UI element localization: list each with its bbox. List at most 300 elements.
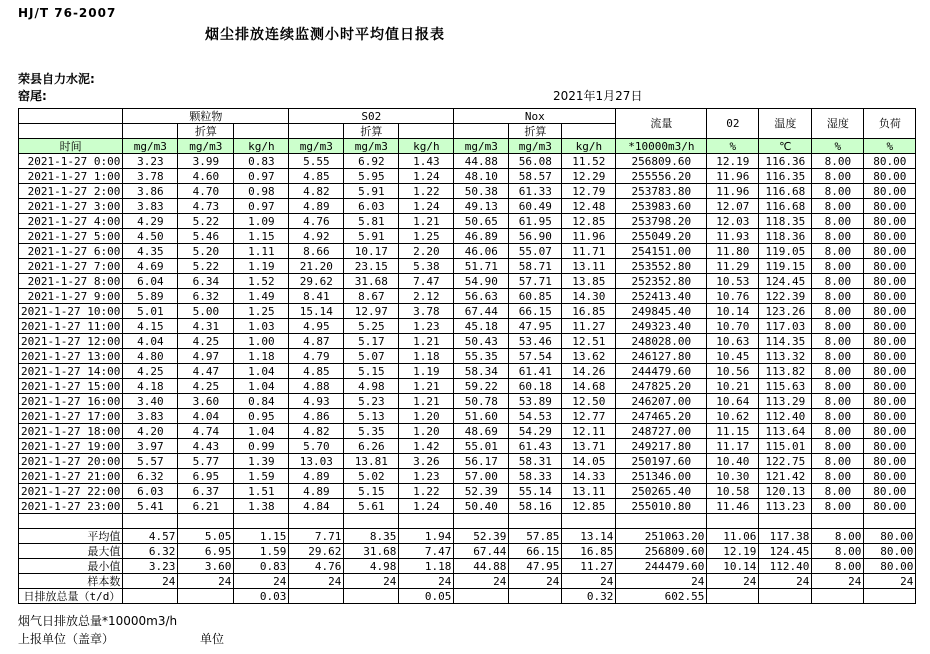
value-cell: 5.00 [178, 304, 234, 319]
value-cell: 4.04 [123, 334, 178, 349]
value-cell: 244479.60 [616, 364, 707, 379]
value-cell: 56.08 [509, 154, 562, 169]
value-cell: 4.20 [123, 424, 178, 439]
time-cell: 2021-1-27 11:00 [19, 319, 123, 334]
value-cell: 1.23 [399, 319, 454, 334]
table-row [19, 229, 916, 244]
value-cell: 6.32 [123, 469, 178, 484]
value-cell: 5.25 [344, 319, 399, 334]
value-cell: 13.03 [289, 454, 344, 469]
value-cell: 8.00 [812, 499, 864, 514]
summary-value: 602.55 [616, 589, 707, 604]
value-cell: 11.27 [562, 319, 616, 334]
value-cell: 253552.80 [616, 259, 707, 274]
value-cell: 8.00 [812, 334, 864, 349]
value-cell: 55.01 [454, 439, 509, 454]
value-cell: 51.60 [454, 409, 509, 424]
value-cell: 5.95 [344, 169, 399, 184]
value-cell: 4.50 [123, 229, 178, 244]
value-cell: 1.11 [234, 244, 289, 259]
blank-header-cell [562, 124, 616, 139]
value-cell: 6.03 [344, 199, 399, 214]
value-cell: 5.20 [178, 244, 234, 259]
value-cell: 31.68 [344, 274, 399, 289]
time-cell: 2021-1-27 16:00 [19, 394, 123, 409]
blank-header-cell [289, 124, 344, 139]
value-cell: 53.89 [509, 394, 562, 409]
time-cell: 2021-1-27 8:00 [19, 274, 123, 289]
value-cell: 4.95 [289, 319, 344, 334]
unit-cell: kg/h [562, 139, 616, 154]
time-cell: 2021-1-27 21:00 [19, 469, 123, 484]
value-cell: 80.00 [864, 409, 916, 424]
value-cell: 12.48 [562, 199, 616, 214]
spacer-cell [289, 514, 344, 529]
summary-value: 124.45 [759, 544, 812, 559]
value-cell: 6.32 [178, 289, 234, 304]
value-cell: 12.97 [344, 304, 399, 319]
value-cell: 8.00 [812, 304, 864, 319]
value-cell: 5.77 [178, 454, 234, 469]
value-cell: 8.00 [812, 289, 864, 304]
summary-value: 10.14 [707, 559, 759, 574]
value-cell: 4.98 [344, 379, 399, 394]
value-cell: 7.47 [399, 274, 454, 289]
table-row [19, 379, 916, 394]
summary-value: 24 [616, 574, 707, 589]
value-cell: 4.89 [289, 484, 344, 499]
summary-value: 1.94 [399, 529, 454, 544]
value-cell: 1.19 [234, 259, 289, 274]
summary-value: 13.14 [562, 529, 616, 544]
value-cell: 5.89 [123, 289, 178, 304]
summary-label: 最大值 [19, 544, 123, 559]
unit-cell: ℃ [759, 139, 812, 154]
value-cell: 4.97 [178, 349, 234, 364]
value-cell: 11.52 [562, 154, 616, 169]
time-cell: 2021-1-27 23:00 [19, 499, 123, 514]
value-cell: 249217.80 [616, 439, 707, 454]
value-cell: 119.05 [759, 244, 812, 259]
value-cell: 8.00 [812, 394, 864, 409]
value-cell: 1.59 [234, 469, 289, 484]
value-cell: 47.95 [509, 319, 562, 334]
value-cell: 48.10 [454, 169, 509, 184]
value-cell: 4.88 [289, 379, 344, 394]
value-cell: 16.85 [562, 304, 616, 319]
value-cell: 12.29 [562, 169, 616, 184]
value-cell: 8.00 [812, 229, 864, 244]
value-cell: 13.85 [562, 274, 616, 289]
value-cell: 46.06 [454, 244, 509, 259]
table-row [19, 364, 916, 379]
value-cell: 3.83 [123, 409, 178, 424]
summary-value: 0.03 [234, 589, 289, 604]
value-cell: 80.00 [864, 454, 916, 469]
value-cell: 3.23 [123, 154, 178, 169]
value-cell: 55.14 [509, 484, 562, 499]
value-cell: 1.25 [234, 304, 289, 319]
value-cell: 0.99 [234, 439, 289, 454]
value-cell: 29.62 [289, 274, 344, 289]
value-cell: 50.43 [454, 334, 509, 349]
summary-value: 0.32 [562, 589, 616, 604]
value-cell: 80.00 [864, 319, 916, 334]
value-cell: 3.86 [123, 184, 178, 199]
value-cell: 54.90 [454, 274, 509, 289]
blank-header-cell [234, 124, 289, 139]
value-cell: 8.00 [812, 469, 864, 484]
summary-label: 日排放总量（t/d） [19, 589, 123, 604]
value-cell: 2.12 [399, 289, 454, 304]
summary-value: 52.39 [454, 529, 509, 544]
summary-value: 80.00 [864, 529, 916, 544]
value-cell: 1.21 [399, 334, 454, 349]
time-cell: 2021-1-27 17:00 [19, 409, 123, 424]
spacer-cell [707, 514, 759, 529]
summary-row [19, 574, 916, 589]
table-row [19, 484, 916, 499]
summary-value [759, 589, 812, 604]
summary-value: 251063.20 [616, 529, 707, 544]
summary-value: 24 [123, 574, 178, 589]
value-cell: 56.17 [454, 454, 509, 469]
value-cell: 4.69 [123, 259, 178, 274]
summary-row [19, 529, 916, 544]
summary-value: 31.68 [344, 544, 399, 559]
time-cell: 2021-1-27 14:00 [19, 364, 123, 379]
summary-value [123, 589, 178, 604]
value-cell: 4.82 [289, 424, 344, 439]
value-cell: 8.00 [812, 349, 864, 364]
value-cell: 1.15 [234, 229, 289, 244]
value-cell: 8.00 [812, 274, 864, 289]
summary-value: 24 [509, 574, 562, 589]
value-cell: 255010.80 [616, 499, 707, 514]
value-cell: 10.40 [707, 454, 759, 469]
unit-cell: % [707, 139, 759, 154]
value-cell: 3.40 [123, 394, 178, 409]
summary-value: 24 [759, 574, 812, 589]
table-row [19, 334, 916, 349]
summary-value: 24 [812, 574, 864, 589]
value-cell: 5.38 [399, 259, 454, 274]
spacer-cell [344, 514, 399, 529]
value-cell: 80.00 [864, 349, 916, 364]
summary-value: 66.15 [509, 544, 562, 559]
value-cell: 5.91 [344, 229, 399, 244]
standard-number: HJ/T 76-2007 [18, 6, 117, 20]
table-row [19, 469, 916, 484]
value-cell: 13.11 [562, 484, 616, 499]
table-body [19, 154, 916, 604]
page-title: 烟尘排放连续监测小时平均值日报表 [205, 27, 445, 43]
value-cell: 249323.40 [616, 319, 707, 334]
value-cell: 12.85 [562, 499, 616, 514]
value-cell: 49.13 [454, 199, 509, 214]
unit-cell: mg/m3 [178, 139, 234, 154]
value-cell: 11.80 [707, 244, 759, 259]
value-cell: 80.00 [864, 244, 916, 259]
value-cell: 5.13 [344, 409, 399, 424]
value-cell: 80.00 [864, 214, 916, 229]
report-unit-label: 上报单位（盖章） [18, 632, 115, 646]
summary-value [454, 589, 509, 604]
value-cell: 124.45 [759, 274, 812, 289]
value-cell: 248028.00 [616, 334, 707, 349]
value-cell: 4.29 [123, 214, 178, 229]
value-cell: 251346.00 [616, 469, 707, 484]
value-cell: 1.18 [234, 349, 289, 364]
summary-value: 12.19 [707, 544, 759, 559]
value-cell: 14.26 [562, 364, 616, 379]
value-cell: 8.41 [289, 289, 344, 304]
value-cell: 11.96 [562, 229, 616, 244]
spacer-cell [19, 514, 123, 529]
value-cell: 2.20 [399, 244, 454, 259]
temp-header: 温度 [759, 109, 812, 139]
value-cell: 61.95 [509, 214, 562, 229]
summary-value: 3.60 [178, 559, 234, 574]
value-cell: 116.68 [759, 184, 812, 199]
value-cell: 58.71 [509, 259, 562, 274]
value-cell: 116.68 [759, 199, 812, 214]
summary-value: 11.27 [562, 559, 616, 574]
value-cell: 5.07 [344, 349, 399, 364]
value-cell: 8.00 [812, 154, 864, 169]
value-cell: 1.51 [234, 484, 289, 499]
summary-value: 24 [234, 574, 289, 589]
value-cell: 13.81 [344, 454, 399, 469]
value-cell: 247825.20 [616, 379, 707, 394]
value-cell: 116.36 [759, 154, 812, 169]
value-cell: 12.77 [562, 409, 616, 424]
value-cell: 11.17 [707, 439, 759, 454]
company-name: 荣县自力水泥: [18, 72, 95, 86]
value-cell: 247465.20 [616, 409, 707, 424]
summary-value: 8.35 [344, 529, 399, 544]
value-cell: 115.01 [759, 439, 812, 454]
value-cell: 252352.80 [616, 274, 707, 289]
summary-value [812, 589, 864, 604]
value-cell: 10.62 [707, 409, 759, 424]
table-row [19, 244, 916, 259]
value-cell: 80.00 [864, 184, 916, 199]
blank-header-cell [454, 124, 509, 139]
value-cell: 254151.00 [616, 244, 707, 259]
value-cell: 6.21 [178, 499, 234, 514]
value-cell: 5.22 [178, 259, 234, 274]
value-cell: 21.20 [289, 259, 344, 274]
value-cell: 1.22 [399, 184, 454, 199]
value-cell: 14.68 [562, 379, 616, 394]
summary-value: 29.62 [289, 544, 344, 559]
value-cell: 1.43 [399, 154, 454, 169]
summary-value: 1.18 [399, 559, 454, 574]
summary-value: 24 [399, 574, 454, 589]
time-cell: 2021-1-27 13:00 [19, 349, 123, 364]
summary-value [178, 589, 234, 604]
summary-value: 4.76 [289, 559, 344, 574]
time-cell: 2021-1-27 9:00 [19, 289, 123, 304]
value-cell: 113.32 [759, 349, 812, 364]
value-cell: 4.60 [178, 169, 234, 184]
value-cell: 4.25 [178, 379, 234, 394]
unit-cell: mg/m3 [289, 139, 344, 154]
value-cell: 3.99 [178, 154, 234, 169]
summary-value: 244479.60 [616, 559, 707, 574]
value-cell: 61.33 [509, 184, 562, 199]
unit-cell: mg/m3 [509, 139, 562, 154]
value-cell: 117.03 [759, 319, 812, 334]
value-cell: 50.78 [454, 394, 509, 409]
value-cell: 58.33 [509, 469, 562, 484]
value-cell: 5.01 [123, 304, 178, 319]
summary-value: 44.88 [454, 559, 509, 574]
value-cell: 10.76 [707, 289, 759, 304]
value-cell: 48.69 [454, 424, 509, 439]
value-cell: 56.63 [454, 289, 509, 304]
value-cell: 5.15 [344, 484, 399, 499]
value-cell: 1.23 [399, 469, 454, 484]
value-cell: 1.24 [399, 199, 454, 214]
value-cell: 112.40 [759, 409, 812, 424]
value-cell: 123.26 [759, 304, 812, 319]
value-cell: 55.35 [454, 349, 509, 364]
time-cell: 2021-1-27 0:00 [19, 154, 123, 169]
value-cell: 246127.80 [616, 349, 707, 364]
value-cell: 4.80 [123, 349, 178, 364]
spacer-cell [616, 514, 707, 529]
value-cell: 4.18 [123, 379, 178, 394]
value-cell: 4.73 [178, 199, 234, 214]
summary-value [289, 589, 344, 604]
time-cell: 2021-1-27 4:00 [19, 214, 123, 229]
summary-value: 6.95 [178, 544, 234, 559]
table-row [19, 259, 916, 274]
value-cell: 11.46 [707, 499, 759, 514]
value-cell: 14.05 [562, 454, 616, 469]
blank-header-cell [123, 124, 178, 139]
value-cell: 122.75 [759, 454, 812, 469]
value-cell: 4.35 [123, 244, 178, 259]
value-cell: 8.00 [812, 169, 864, 184]
value-cell: 10.30 [707, 469, 759, 484]
value-cell: 80.00 [864, 394, 916, 409]
value-cell: 3.78 [399, 304, 454, 319]
value-cell: 1.03 [234, 319, 289, 334]
time-cell: 2021-1-27 18:00 [19, 424, 123, 439]
flow-total-note: 烟气日排放总量*10000m3/h [18, 614, 178, 628]
value-cell: 13.11 [562, 259, 616, 274]
spacer-cell [509, 514, 562, 529]
value-cell: 61.41 [509, 364, 562, 379]
value-cell: 8.66 [289, 244, 344, 259]
value-cell: 115.63 [759, 379, 812, 394]
value-cell: 10.53 [707, 274, 759, 289]
value-cell: 5.55 [289, 154, 344, 169]
value-cell: 5.57 [123, 454, 178, 469]
header-row-groups [19, 109, 916, 124]
value-cell: 8.00 [812, 214, 864, 229]
value-cell: 5.41 [123, 499, 178, 514]
unit-cell: mg/m3 [123, 139, 178, 154]
unit-cell: mg/m3 [454, 139, 509, 154]
value-cell: 4.25 [123, 364, 178, 379]
value-cell: 50.38 [454, 184, 509, 199]
value-cell: 80.00 [864, 364, 916, 379]
time-cell: 2021-1-27 2:00 [19, 184, 123, 199]
summary-value: 3.23 [123, 559, 178, 574]
value-cell: 1.18 [399, 349, 454, 364]
table-row [19, 439, 916, 454]
value-cell: 0.98 [234, 184, 289, 199]
spacer-cell [399, 514, 454, 529]
value-cell: 118.35 [759, 214, 812, 229]
value-cell: 4.93 [289, 394, 344, 409]
value-cell: 10.17 [344, 244, 399, 259]
value-cell: 250197.60 [616, 454, 707, 469]
unit-cell: *10000m3/h [616, 139, 707, 154]
summary-value: 4.98 [344, 559, 399, 574]
group-header-pm: 颗粒物 [123, 109, 289, 124]
value-cell: 80.00 [864, 199, 916, 214]
value-cell: 80.00 [864, 334, 916, 349]
value-cell: 1.42 [399, 439, 454, 454]
report-date: 2021年1月27日 [553, 89, 643, 103]
value-cell: 4.79 [289, 349, 344, 364]
value-cell: 50.65 [454, 214, 509, 229]
value-cell: 57.00 [454, 469, 509, 484]
value-cell: 113.64 [759, 424, 812, 439]
summary-value: 0.05 [399, 589, 454, 604]
value-cell: 8.00 [812, 199, 864, 214]
spacer-cell [812, 514, 864, 529]
value-cell: 58.16 [509, 499, 562, 514]
summary-row [19, 544, 916, 559]
value-cell: 10.63 [707, 334, 759, 349]
value-cell: 8.00 [812, 379, 864, 394]
value-cell: 1.22 [399, 484, 454, 499]
value-cell: 11.93 [707, 229, 759, 244]
summary-value: 0.83 [234, 559, 289, 574]
value-cell: 256809.60 [616, 154, 707, 169]
value-cell: 1.38 [234, 499, 289, 514]
value-cell: 80.00 [864, 424, 916, 439]
summary-value: 24 [454, 574, 509, 589]
value-cell: 8.67 [344, 289, 399, 304]
spacer-cell [178, 514, 234, 529]
value-cell: 121.42 [759, 469, 812, 484]
time-header: 时间 [19, 139, 123, 154]
unit-cell: kg/h [399, 139, 454, 154]
spacer-row [19, 514, 916, 529]
value-cell: 60.18 [509, 379, 562, 394]
spacer-cell [864, 514, 916, 529]
value-cell: 1.24 [399, 499, 454, 514]
value-cell: 80.00 [864, 379, 916, 394]
conv-header: 折算 [344, 124, 399, 139]
value-cell: 8.00 [812, 244, 864, 259]
value-cell: 6.26 [344, 439, 399, 454]
summary-value: 57.85 [509, 529, 562, 544]
conv-header: 折算 [178, 124, 234, 139]
value-cell: 4.43 [178, 439, 234, 454]
value-cell: 14.33 [562, 469, 616, 484]
value-cell: 5.61 [344, 499, 399, 514]
time-cell: 2021-1-27 1:00 [19, 169, 123, 184]
summary-value: 47.95 [509, 559, 562, 574]
